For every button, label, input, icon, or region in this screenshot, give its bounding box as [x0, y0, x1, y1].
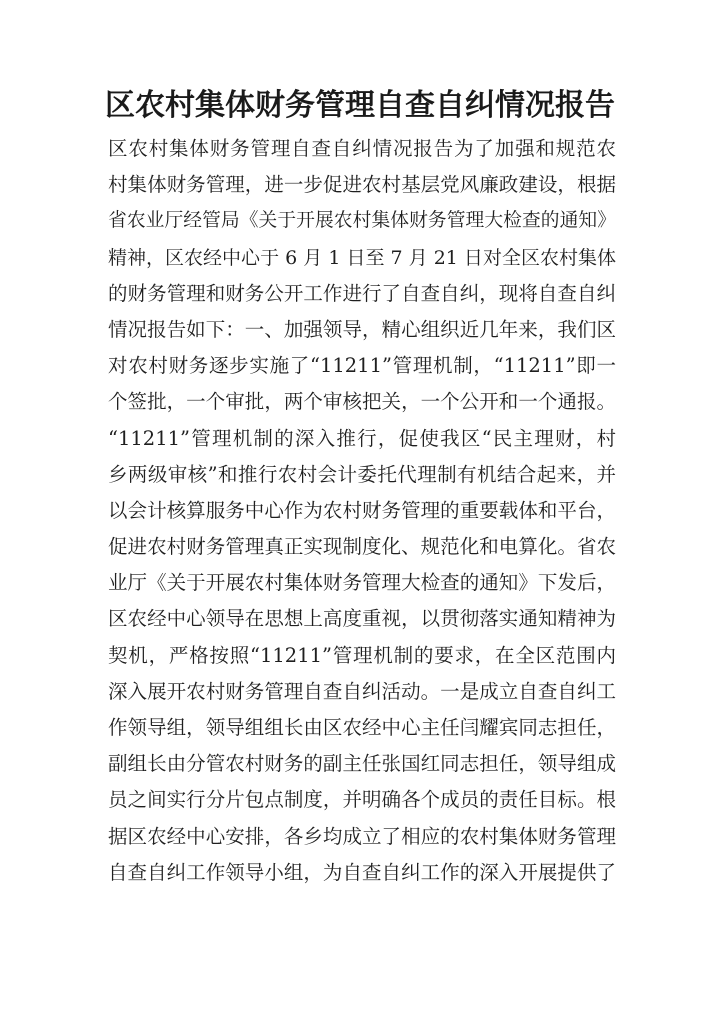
- body-line-9: “11211”管理机制的深入推行，促使我区“民主理财，村: [108, 426, 616, 450]
- body-line-6: 情况报告如下：一、加强领导，精心组织近几年来，我们区: [108, 317, 616, 341]
- body-line-4: 精神，区农经中心于 6 月 1 日至 7 月 21 日对全区农村集体: [108, 246, 616, 269]
- document-title: 区农村集体财务管理自查自纠情况报告: [105, 88, 615, 123]
- body-line-20: 据区农经中心安排，各乡均成立了相应的农村集体财务管理: [108, 824, 616, 848]
- body-line-18: 副组长由分管农村财务的副主任张国红同志担任，领导组成: [108, 752, 616, 776]
- body-line-1: 区农村集体财务管理自查自纠情况报告为了加强和规范农: [108, 137, 616, 160]
- body-line-2: 村集体财务管理，进一步促进农村基层党风廉政建设，根据: [108, 173, 616, 197]
- body-line-5: 的财务管理和财务公开工作进行了自查自纠，现将自查自纠: [108, 281, 616, 305]
- body-line-3: 省农业厅经管局《关于开展农村集体财务管理大检查的通知》: [108, 210, 616, 232]
- body-line-14: 区农经中心领导在思想上高度重视，以贯彻落实通知精神为: [108, 607, 616, 631]
- body-line-13: 业厅《关于开展农村集体财务管理大检查的通知》下发后，: [108, 571, 616, 595]
- body-line-10: 乡两级审核”和推行农村会计委托代理制有机结合起来，并: [108, 462, 616, 486]
- body-line-19: 员之间实行分片包点制度，并明确各个成员的责任目标。根: [108, 788, 616, 812]
- body-line-12: 促进农村财务管理真正实现制度化、规范化和电算化。省农: [108, 535, 616, 559]
- body-line-7: 对农村财务逐步实施了“11211”管理机制，“11211”即一: [108, 354, 616, 378]
- body-line-21: 自查自纠工作领导小组，为自查自纠工作的深入开展提供了: [108, 860, 616, 884]
- body-line-8: 个签批，一个审批，两个审核把关，一个公开和一个通报。: [108, 390, 616, 414]
- body-line-16: 深入展开农村财务管理自查自纠活动。一是成立自查自纠工: [108, 679, 616, 703]
- body-line-15: 契机，严格按照“11211”管理机制的要求，在全区范围内: [108, 643, 616, 667]
- document-body: [108, 131, 616, 891]
- body-line-11: 以会计核算服务中心作为农村财务管理的重要载体和平台，: [108, 498, 616, 522]
- body-line-17: 作领导组，领导组组长由区农经中心主任闫耀宾同志担任，: [108, 716, 616, 739]
